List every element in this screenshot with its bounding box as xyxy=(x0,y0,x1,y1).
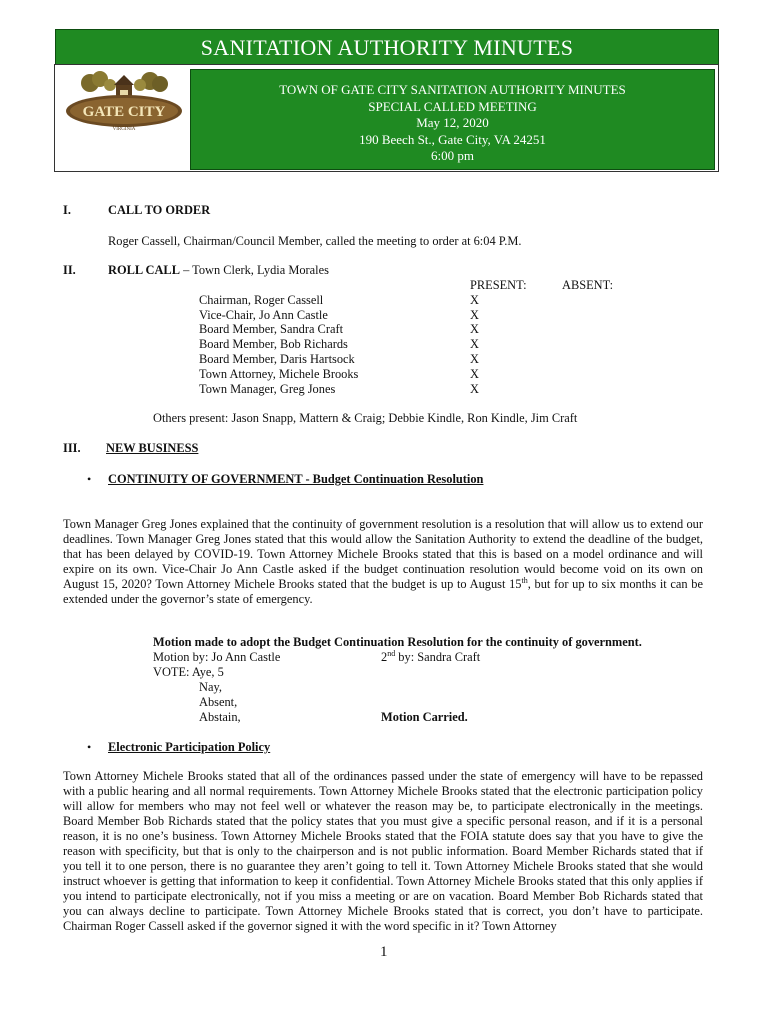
section-1-heading: CALL TO ORDER xyxy=(108,203,211,217)
superscript: th xyxy=(521,575,528,585)
others-present: Others present: Jason Snapp, Mattern & Craig; Debbie Kindle, Ron Kindle, Jim Craft xyxy=(153,411,578,425)
header-line-4: 190 Beech St., Gate City, VA 24251 xyxy=(359,131,546,147)
motion-title: Motion made to adopt the Budget Continuation Resolution for the continuity of government. xyxy=(153,635,642,649)
item-1-text-a: Town Manager Greg Jones explained that the continuity of government resolution is a resolution that will allow us to extend our deadlines. Town Manager Greg Jones stated that this would allow the Sanitation Authority to extend the deadline of the budget, that has been delayed by COVID-19. Town Attorney Michele Brooks stated that this is based on a model ordinance and will expire on its own. Vice-Chair Jo Ann Castle asked if the budget continuation resolution would become void on its own on August 15, 2020? Town Attorney Michele Brooks stated that the budget is up to August 15 xyxy=(63,517,703,591)
second-by xyxy=(381,650,480,665)
section-3-numeral: III. xyxy=(63,441,81,455)
superscript: nd xyxy=(387,648,396,658)
town-clerk: – Town Clerk, Lydia Morales xyxy=(179,263,329,277)
present-mark: X xyxy=(470,382,479,396)
banner-title-bar xyxy=(55,29,719,66)
call-to-order-text: Roger Cassell, Chairman/Council Member, called the meeting to order at 6:04 P.M. xyxy=(108,234,522,248)
header-line-5: 6:00 pm xyxy=(431,148,474,163)
vote-abstain: Abstain, xyxy=(199,710,241,724)
header-line-3: May 12, 2020 xyxy=(416,115,489,130)
roll-call-member: Board Member, Bob Richards xyxy=(199,337,348,351)
roll-call-member: Town Attorney, Michele Brooks xyxy=(199,367,359,381)
item-2-paragraph: Town Attorney Michele Brooks stated that all of the ordinances passed under the state of emergency will have to be repassed with a public hearing and all normal requirements. Town Attorney Michele Brooks stated that the electronic participation policy will allow for members who may not feel well or whatever the reason may be, to participate electronically in the meetings. Board Member Bob Richards stated that the policy states that you must give a specific personal reason, and if it is a personal reason, it is no one’s business. Town Attorney Michele Brooks stated that the FOIA statute does say that you have to give the reason with specificity, but that is only to the chairperson and is not public information. Board Member Richards stated that if you tell it to one person, there is no guarantee they aren’t going to tell it. Town Attorney Michele Brooks stated that she would instruct whoever is getting that information to keep it confidential. Town Attorney Michele Brooks stated that this only applies if you intend to participate electronically, not if you miss a meeting or are on vacation. Board Member Bob Richards stated that you can always decline to participate. Town Attorney Michele Brooks stated that is correct, you don’t have to participate. Chairman Roger Cassell asked if the governor signed it with the word specific in it? Town Attorney xyxy=(63,769,703,933)
header-line-1: TOWN OF GATE CITY SANITATION AUTHORITY MINUTES xyxy=(279,82,626,97)
roll-call-member: Vice-Chair, Jo Ann Castle xyxy=(199,308,328,322)
present-mark: X xyxy=(470,367,479,381)
section-3-heading: NEW BUSINESS xyxy=(106,441,199,455)
motion-result: Motion Carried. xyxy=(381,710,468,724)
present-header: PRESENT: xyxy=(470,278,527,292)
roll-call-member: Town Manager, Greg Jones xyxy=(199,382,336,396)
motion-by: Motion by: Jo Ann Castle xyxy=(153,650,281,664)
page-number: 1 xyxy=(380,944,388,960)
item-1-title: CONTINUITY OF GOVERNMENT - Budget Continuation Resolution xyxy=(108,472,484,486)
section-2-heading: ROLL CALL xyxy=(108,263,180,277)
roll-call-member: Board Member, Sandra Craft xyxy=(199,322,344,336)
meeting-header xyxy=(190,69,715,170)
item-2-title: Electronic Participation Policy xyxy=(108,740,271,754)
logo-subtext: VIRGINIA xyxy=(112,127,136,132)
section-1-numeral: I. xyxy=(63,203,71,217)
gate-city-logo xyxy=(62,69,186,133)
header-line-2: SPECIAL CALLED MEETING xyxy=(368,98,537,114)
second-number: 2 xyxy=(381,650,388,664)
present-mark: X xyxy=(470,322,479,336)
second-text: by: Sandra Craft xyxy=(395,650,481,664)
bullet-point: • xyxy=(87,740,92,754)
item-1-paragraph xyxy=(63,517,703,607)
section-2-numeral: II. xyxy=(63,263,76,277)
present-mark: X xyxy=(470,337,479,351)
vote-aye: VOTE: Aye, 5 xyxy=(153,665,224,679)
logo-text: GATE CITY xyxy=(82,104,166,120)
item-1-text-b: , but for up to six months it can be extended under the governor’s state of emergency. xyxy=(63,577,703,606)
vote-nay: Nay, xyxy=(199,680,222,694)
banner-title: SANITATION AUTHORITY MINUTES xyxy=(200,35,574,60)
bullet-point: • xyxy=(87,472,92,486)
present-mark: X xyxy=(470,293,479,307)
section-2-heading-line xyxy=(108,263,329,278)
roll-call-member: Chairman, Roger Cassell xyxy=(199,293,324,307)
vote-absent: Absent, xyxy=(199,695,238,709)
roll-call-member: Board Member, Daris Hartsock xyxy=(199,352,355,366)
absent-header: ABSENT: xyxy=(562,278,614,292)
present-mark: X xyxy=(470,352,479,366)
present-mark: X xyxy=(470,308,479,322)
